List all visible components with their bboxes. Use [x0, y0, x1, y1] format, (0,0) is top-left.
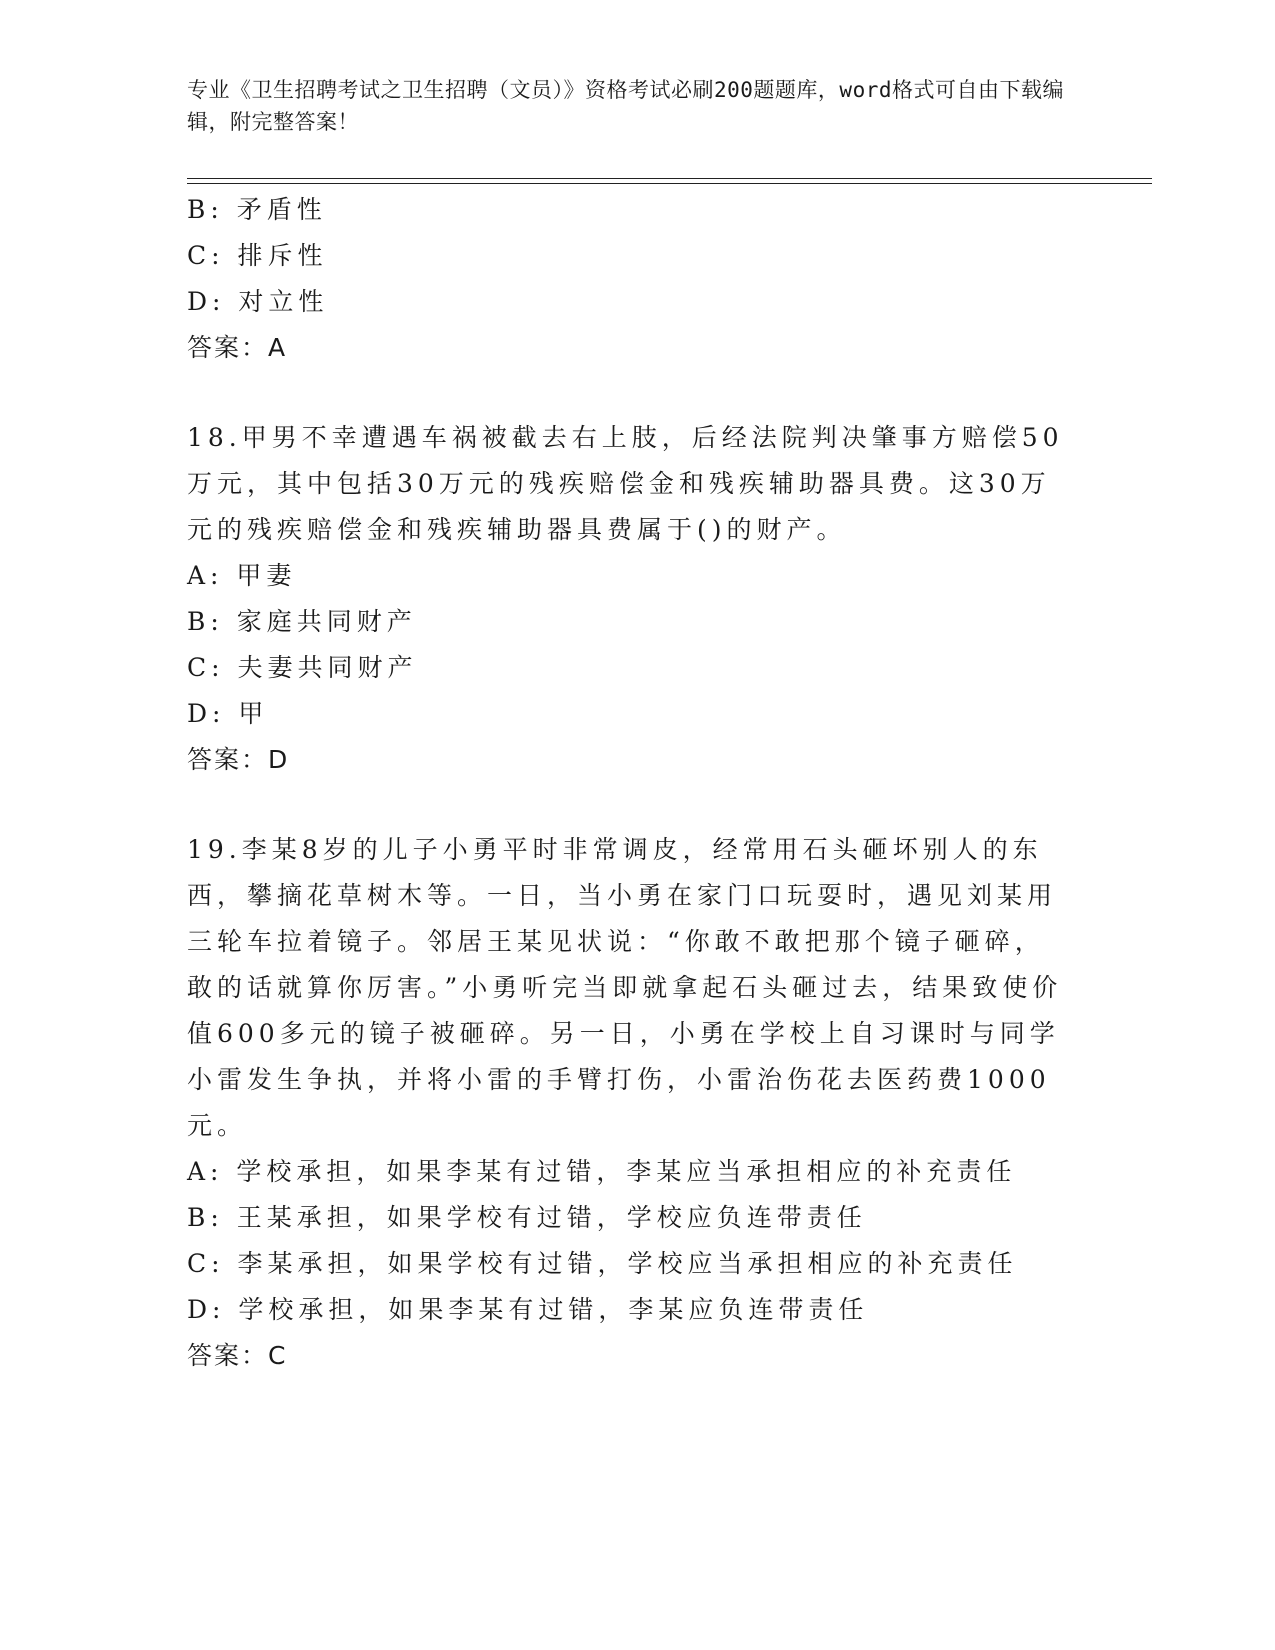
header-divider: [187, 178, 1152, 179]
question-stem: 19.李某8岁的儿子小勇平时非常调皮，经常用石头砸坏别人的东西，攀摘花草树木等。一日，当小勇在家门口玩耍时，遇见刘某用三轮车拉着镜子。邻居王某见状说：“你敢不敢把那个镜子砸碎，敢的话就算你厉害。”小勇听完当即就拿起石头砸过去，结果致使价值600多元的镜子被砸碎。另一日，小勇在学校上自习课时与同学小雷发生争执，并将小雷的手臂打伤，小雷治伤花去医药费1000元。: [187, 835, 1063, 1140]
answer-line: 答案：C: [187, 1341, 288, 1370]
question-spacer: [187, 783, 1067, 827]
answer-line: 答案：A: [187, 333, 288, 362]
header-divider: [187, 183, 1152, 184]
answer-line: 答案：D: [187, 745, 290, 774]
partial-question: [187, 187, 1067, 371]
option-a: A: 甲妻: [187, 561, 297, 590]
option-a: A: 学校承担，如果李某有过错，李某应当承担相应的补充责任: [187, 1157, 1017, 1186]
option-c: C: 排斥性: [187, 241, 328, 270]
option-b: B: 家庭共同财产: [187, 607, 417, 636]
option-b: B: 王某承担，如果学校有过错，学校应负连带责任: [187, 1203, 867, 1232]
question-18: [187, 415, 1067, 783]
page-header: 专业《卫生招聘考试之卫生招聘（文员）》资格考试必刷200题题库，word格式可自由下载编辑，附完整答案！: [187, 78, 1064, 134]
question-spacer: [187, 371, 1067, 415]
option-c: C: 夫妻共同财产: [187, 653, 418, 682]
option-d: D: 甲: [187, 699, 269, 728]
option-c: C: 李某承担，如果学校有过错，学校应当承担相应的补充责任: [187, 1249, 1018, 1278]
question-stem: 18.甲男不幸遭遇车祸被截去右上肢，后经法院判决肇事方赔偿50万元，其中包括30万元的残疾赔偿金和残疾辅助器具费。这30万元的残疾赔偿金和残疾辅助器具费属于()的财产。: [187, 423, 1064, 544]
option-b: B: 矛盾性: [187, 195, 327, 224]
question-content: [187, 187, 1067, 1379]
option-d: D: 学校承担，如果李某有过错，李某应负连带责任: [187, 1295, 869, 1324]
question-19: [187, 827, 1067, 1379]
option-d: D: 对立性: [187, 287, 329, 316]
